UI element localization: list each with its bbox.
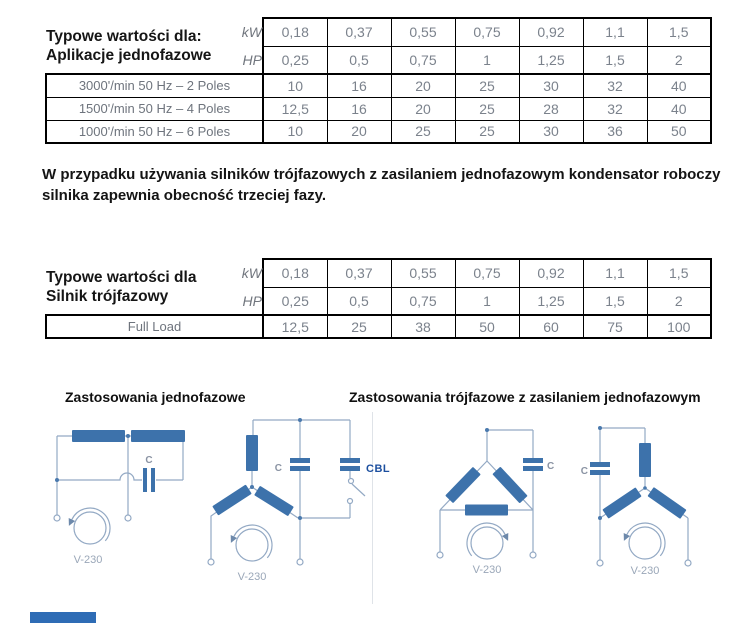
three-phase-value-cell: 60 — [519, 315, 583, 338]
three-phase-value-cell: 0,75 — [455, 259, 519, 287]
three-phase-row-label: Full Load — [46, 315, 263, 338]
three-phase-value-cell: 0,18 — [263, 259, 327, 287]
voltage-label: V-230 — [237, 571, 267, 583]
three-phase-value-cell: 100 — [647, 315, 711, 338]
phase-winding — [602, 487, 641, 518]
main-winding — [72, 430, 125, 442]
single-phase-value-cell: 10 — [263, 120, 327, 143]
single-phase-value-cell: 28 — [519, 97, 583, 120]
single-phase-values-table — [45, 17, 712, 144]
single-phase-unit-kw: kW — [241, 24, 262, 40]
phase-winding — [647, 487, 686, 519]
three-phase-value-cell: 1,1 — [583, 259, 647, 287]
single-phase-value-cell: 40 — [647, 74, 711, 97]
run-capacitor — [143, 455, 155, 492]
line-terminal — [297, 559, 303, 565]
single-phase-value-cell: 0,75 — [391, 46, 455, 74]
single-phase-value-cell: 1,1 — [583, 18, 647, 46]
single-phase-value-cell: 0,5 — [327, 46, 391, 74]
line-terminal — [685, 560, 691, 566]
three-phase-value-cell: 0,75 — [391, 287, 455, 315]
single-phase-value-cell: 1,5 — [647, 18, 711, 46]
line-terminal — [54, 515, 60, 521]
single-phase-value-cell: 16 — [327, 97, 391, 120]
start-capacitor-label: CBL — [366, 463, 391, 475]
capacitor-label: C — [274, 463, 282, 474]
capacitor-label: C — [580, 466, 588, 477]
phase-winding — [639, 443, 651, 477]
phase-winding — [465, 505, 508, 516]
single-phase-value-cell: 16 — [327, 74, 391, 97]
three-phase-value-cell: 50 — [455, 315, 519, 338]
single-phase-value-cell: 32 — [583, 97, 647, 120]
line-terminal — [437, 552, 443, 558]
single-phase-value-cell: 36 — [583, 120, 647, 143]
line-terminal — [125, 515, 131, 521]
three-phase-value-cell: 1 — [455, 287, 519, 315]
start-capacitor-with-switch — [340, 458, 390, 504]
run-capacitor — [581, 462, 610, 477]
three-phase-value-cell: 25 — [327, 315, 391, 338]
single-phase-value-cell: 20 — [327, 120, 391, 143]
single-phase-value-cell: 1 — [455, 46, 519, 74]
wires — [57, 436, 183, 515]
three-phase-value-cell: 75 — [583, 315, 647, 338]
star-connection-diagram — [580, 418, 745, 580]
single-phase-row-label: 3000'/min 50 Hz – 2 Poles — [46, 74, 263, 97]
voltage-label: V-230 — [630, 565, 660, 577]
three-phase-value-cell: 0,5 — [327, 287, 391, 315]
single-phase-row-label: 1000'/min 50 Hz – 6 Poles — [46, 120, 263, 143]
line-terminal — [530, 552, 536, 558]
line-terminal — [208, 559, 214, 565]
single-phase-value-cell: 10 — [263, 74, 327, 97]
single-phase-value-cell: 25 — [455, 97, 519, 120]
motor-rotation-symbol — [231, 525, 272, 561]
single-phase-value-cell: 25 — [391, 120, 455, 143]
three-phase-value-cell: 1,5 — [647, 259, 711, 287]
switch-contact — [349, 479, 354, 484]
motor-rotation-symbol — [624, 523, 665, 559]
single-phase-value-cell: 0,25 — [263, 46, 327, 74]
single-phase-value-cell: 32 — [583, 74, 647, 97]
three-phase-value-cell: 0,25 — [263, 287, 327, 315]
single-phase-value-cell: 50 — [647, 120, 711, 143]
single-phase-value-cell: 25 — [455, 74, 519, 97]
single-phase-value-cell: 0,92 — [519, 18, 583, 46]
heading-single-phase-applications: Zastosowania jednofazowe — [65, 389, 246, 405]
voltage-label: V-230 — [472, 564, 502, 576]
single-phase-value-cell: 0,37 — [327, 18, 391, 46]
phase-winding — [492, 467, 527, 504]
three-phase-value-cell: 0,92 — [519, 259, 583, 287]
single-phase-value-cell: 2 — [647, 46, 711, 74]
single-phase-value-cell: 1,25 — [519, 46, 583, 74]
single-phase-value-cell: 25 — [455, 120, 519, 143]
three-phase-unit-hp: HP — [242, 292, 262, 309]
single-phase-value-cell: 40 — [647, 97, 711, 120]
motor-rotation-symbol — [69, 508, 110, 544]
motor-rotation-symbol — [467, 523, 508, 559]
single-phase-value-cell: 20 — [391, 74, 455, 97]
phase-winding — [254, 486, 294, 517]
footer-blue-bar — [30, 612, 96, 623]
phase-winding — [246, 435, 258, 471]
single-phase-value-cell: 30 — [519, 74, 583, 97]
single-phase-value-cell: 0,18 — [263, 18, 327, 46]
single-phase-row-label: 1500'/min 50 Hz – 4 Poles — [46, 97, 263, 120]
three-phase-value-cell: 1,25 — [519, 287, 583, 315]
single-phase-table-title: Typowe wartości dla: Aplikacje jednofazowe — [46, 27, 212, 64]
auxiliary-winding — [131, 430, 185, 442]
single-phase-value-cell: 0,75 — [455, 18, 519, 46]
capacitor-label: C — [145, 455, 153, 466]
three-phase-table-title: Typowe wartości dla Silnik trójfazowy — [46, 268, 197, 305]
voltage-label: V-230 — [73, 554, 103, 566]
three-phase-value-cell: 12,5 — [263, 315, 327, 338]
single-phase-value-cell: 0,55 — [391, 18, 455, 46]
capacitor-label: C — [547, 461, 555, 472]
three-phase-value-cell: 0,37 — [327, 259, 391, 287]
line-terminal — [597, 560, 603, 566]
single-phase-value-cell: 1,5 — [583, 46, 647, 74]
single-phase-value-cell: 12,5 — [263, 97, 327, 120]
switch-contact — [348, 499, 353, 504]
three-phase-value-cell: 2 — [647, 287, 711, 315]
three-phase-value-cell: 1,5 — [583, 287, 647, 315]
star-with-start-capacitor-diagram — [198, 415, 393, 593]
run-capacitor — [523, 458, 554, 472]
three-phase-unit-kw: kW — [241, 265, 262, 281]
heading-three-phase-applications: Zastosowania trójfazowe z zasilaniem jednofazowym — [349, 389, 701, 405]
single-phase-value-cell: 30 — [519, 120, 583, 143]
single-phase-value-cell: 20 — [391, 97, 455, 120]
three-phase-values-table — [45, 258, 712, 339]
single-phase-circuit-diagram — [30, 418, 200, 588]
phase-winding — [212, 484, 252, 515]
single-phase-unit-hp: HP — [242, 51, 262, 68]
three-phase-value-cell: 38 — [391, 315, 455, 338]
phase-winding — [445, 467, 481, 503]
intro-paragraph: W przypadku używania silników trójfazowych z zasilaniem jednofazowym kondensator roboczy silnika zapewnia obecność trzeciej fazy. — [42, 166, 721, 204]
three-phase-value-cell: 0,55 — [391, 259, 455, 287]
run-capacitor — [275, 458, 310, 474]
delta-connection-diagram — [420, 418, 580, 580]
